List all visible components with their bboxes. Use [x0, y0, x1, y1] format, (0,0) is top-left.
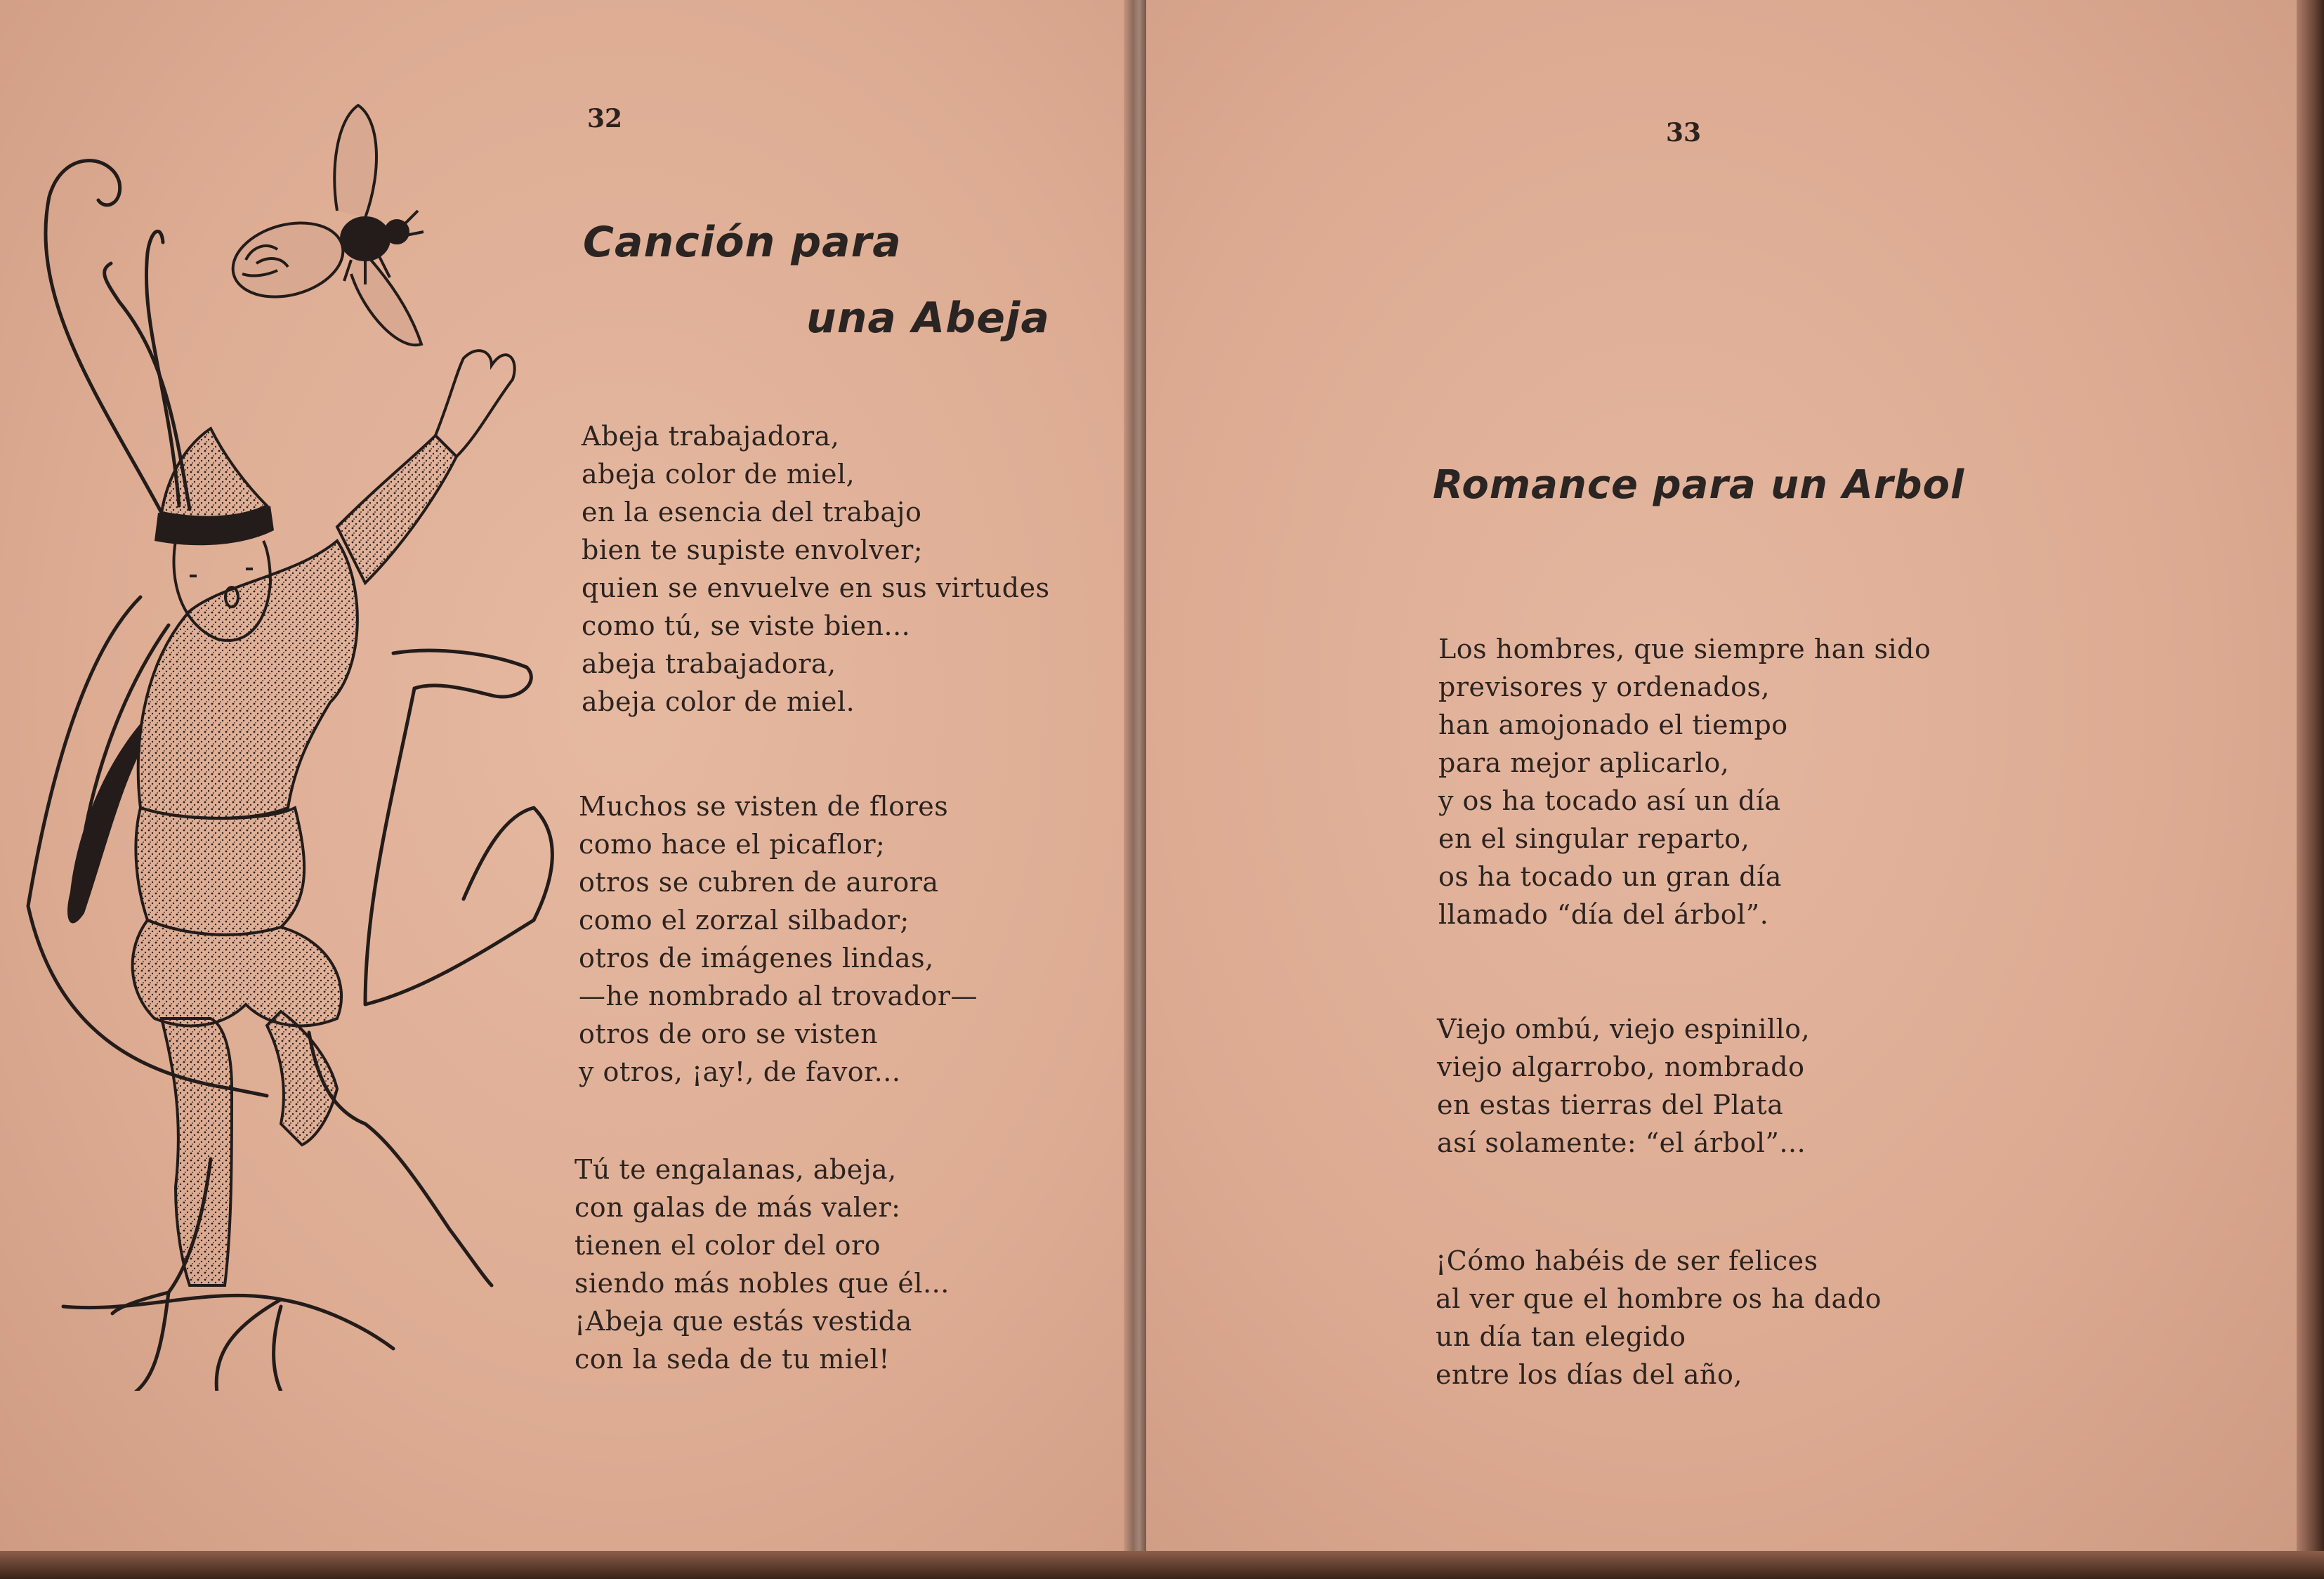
poem-title-line1: Canción para: [583, 218, 902, 267]
book-edge: [2297, 0, 2324, 1579]
verse-line: han amojonado el tiempo: [1438, 709, 1788, 740]
verse-line: como el zorzal silbador;: [579, 905, 910, 936]
verse-line: ¡Cómo habéis de ser felices: [1436, 1245, 1818, 1276]
stanza-2: [1437, 1010, 1810, 1162]
verse-line: otros se cubren de aurora: [579, 867, 939, 898]
page-number: 32: [587, 104, 623, 133]
right-page: [1146, 0, 2297, 1551]
verse-line: Tú te engalanas, abeja,: [575, 1154, 897, 1185]
verse-line: otros de imágenes lindas,: [579, 943, 934, 974]
stanza-3: [1436, 1242, 1882, 1394]
verse-line: viejo algarrobo, nombrado: [1437, 1051, 1805, 1082]
verse-line: otros de oro se visten: [579, 1018, 879, 1049]
verse-line: como hace el picaflor;: [579, 829, 886, 860]
stanza-1: [582, 417, 1050, 721]
verse-line: siendo más nobles que él...: [575, 1268, 950, 1299]
verse-line: abeja color de miel,: [582, 459, 855, 490]
page-number: 33: [1666, 118, 1702, 148]
stanza-1: [1438, 630, 1931, 933]
verse-line: Viejo ombú, viejo espinillo,: [1437, 1014, 1811, 1044]
verse-line: previsores y ordenados,: [1438, 671, 1771, 702]
verse-line: en la esencia del trabajo: [582, 497, 922, 528]
verse-line: os ha tocado un gran día: [1438, 861, 1782, 892]
verse-line: un día tan elegido: [1436, 1321, 1686, 1352]
verse-line: —he nombrado al trovador—: [579, 981, 978, 1011]
verse-line: en estas tierras del Plata: [1437, 1089, 1784, 1120]
verse-line: con galas de más valer:: [575, 1192, 901, 1223]
verse-line: para mejor aplicarlo,: [1438, 747, 1730, 778]
left-page: [0, 0, 1132, 1551]
verse-line: Los hombres, que siempre han sido: [1438, 634, 1931, 664]
verse-line: en el singular reparto,: [1438, 823, 1750, 854]
stanza-2: [579, 787, 978, 1091]
verse-line: tienen el color del oro: [575, 1230, 881, 1261]
verse-line: como tú, se viste bien...: [582, 610, 911, 641]
verse-line: Muchos se visten de flores: [579, 791, 949, 822]
troubadour-illustration: [0, 91, 583, 1391]
poem-title-line2: una Abeja: [806, 294, 1050, 343]
verse-line: ¡Abeja que estás vestida: [575, 1306, 912, 1337]
stanza-3: [575, 1151, 950, 1378]
verse-line: entre los días del año,: [1436, 1359, 1742, 1390]
verse-line: y otros, ¡ay!, de favor...: [579, 1056, 901, 1087]
verse-line: así solamente: “el árbol”...: [1437, 1127, 1806, 1158]
verse-line: abeja trabajadora,: [582, 648, 836, 679]
verse-line: Abeja trabajadora,: [582, 421, 840, 452]
verse-line: llamado “día del árbol”.: [1438, 899, 1769, 930]
verse-line: con la seda de tu miel!: [575, 1344, 890, 1375]
verse-line: y os ha tocado así un día: [1438, 785, 1781, 816]
verse-line: abeja color de miel.: [582, 686, 855, 717]
verse-line: al ver que el hombre os ha dado: [1436, 1283, 1882, 1314]
verse-line: quien se envuelve en sus virtudes: [582, 572, 1050, 603]
verse-line: bien te supiste envolver;: [582, 535, 924, 565]
poem-title: Romance para un Arbol: [1433, 462, 1965, 508]
book-edge: [0, 1551, 2324, 1579]
